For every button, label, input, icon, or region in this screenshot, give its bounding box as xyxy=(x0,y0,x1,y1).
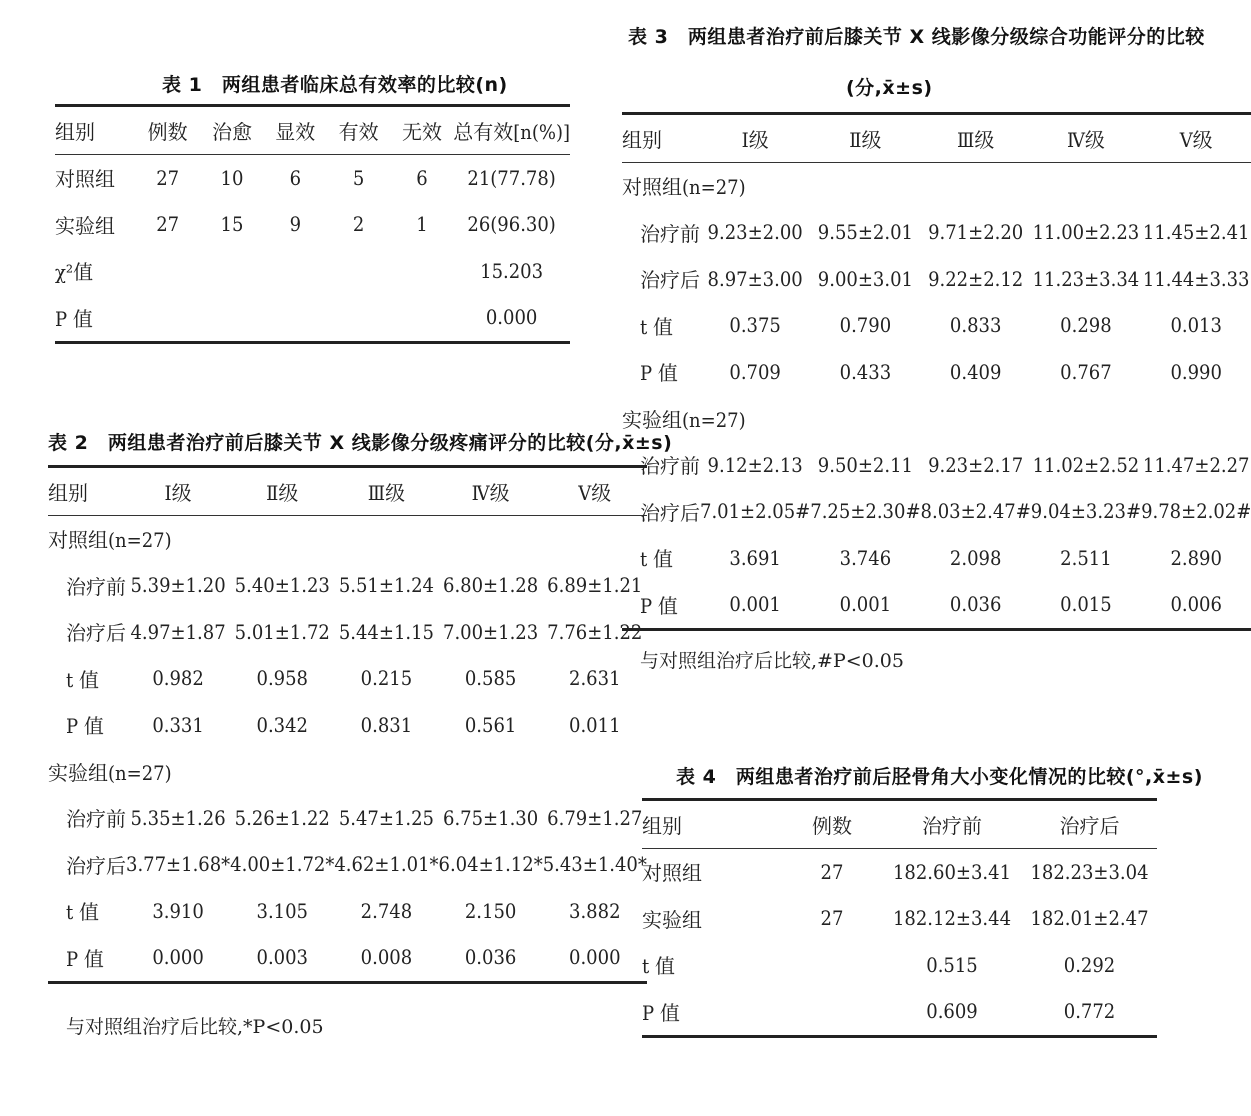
table-row xyxy=(48,888,647,935)
table-cell xyxy=(136,294,200,342)
table-cell: 6 xyxy=(416,165,428,190)
table1-caption: 表 1 两组患者临床总有效率的比较(n) xyxy=(162,74,508,96)
table-row xyxy=(48,562,647,609)
table-row xyxy=(55,154,570,201)
table-cell: 3.105 xyxy=(256,898,308,923)
table3-header: Ⅳ级 xyxy=(1031,114,1141,163)
table2-header: 组别 xyxy=(48,467,126,516)
table-cell: 4.00±1.72* xyxy=(230,852,335,877)
group-label: 对照组(n=27) xyxy=(622,175,746,200)
table2-header: Ⅲ级 xyxy=(334,467,438,516)
table-cell: 0.831 xyxy=(360,712,413,737)
table-row xyxy=(622,349,1251,396)
table-cell: 27 xyxy=(156,165,180,190)
table-cell: 0.409 xyxy=(949,359,1002,384)
table-row xyxy=(622,442,1251,489)
group-row xyxy=(622,395,1251,442)
table-cell: 5.01±1.72 xyxy=(234,619,330,644)
table-cell: 0.000 xyxy=(569,945,621,970)
table-cell: P 值 xyxy=(66,714,104,739)
table-cell xyxy=(264,248,326,295)
table-cell: 26(96.30) xyxy=(467,212,556,237)
table-cell: 5.26±1.22 xyxy=(234,805,330,830)
table-cell: 治疗后 xyxy=(66,621,126,646)
table-cell: 10 xyxy=(220,165,244,190)
table4-header: 组别 xyxy=(642,800,782,849)
table-cell: 2.150 xyxy=(464,898,517,923)
group-label: 对照组(n=27) xyxy=(48,528,172,553)
table-cell: P 值 xyxy=(642,1000,680,1025)
table-cell: 182.01±2.47 xyxy=(1030,906,1149,931)
table-cell: 0.036 xyxy=(464,945,517,970)
table2-header: Ⅱ级 xyxy=(230,467,334,516)
table4-header: 治疗前 xyxy=(882,800,1022,849)
table-cell: 6.79±1.27 xyxy=(547,805,643,830)
table-cell: 5.43±1.40* xyxy=(542,852,647,877)
table-cell: 9.23±2.17 xyxy=(928,452,1024,477)
table-cell: 0.990 xyxy=(1170,359,1222,384)
table-cell: 27 xyxy=(820,906,844,931)
table-cell: 0.790 xyxy=(839,313,892,338)
table-cell xyxy=(264,294,326,342)
group-label: 实验组(n=27) xyxy=(622,407,746,432)
table-cell: t 值 xyxy=(640,547,673,572)
table-cell: 5.47±1.25 xyxy=(338,805,435,830)
table-cell: 27 xyxy=(820,859,844,884)
table-cell: 0.000 xyxy=(485,305,538,330)
table4-header: 治疗后 xyxy=(1022,800,1157,849)
table-cell xyxy=(200,294,264,342)
table-cell: 治疗前 xyxy=(66,574,126,599)
table-cell: P 值 xyxy=(640,361,678,386)
table-cell: P 值 xyxy=(640,593,678,618)
table1-header: 总有效[n(%)] xyxy=(453,106,570,155)
table-row xyxy=(642,895,1157,942)
table-cell: 0.001 xyxy=(729,592,781,617)
table-cell: 0.958 xyxy=(256,666,308,691)
table-cell: 8.97±3.00 xyxy=(707,266,803,291)
table-row xyxy=(48,609,647,656)
table-cell: 3.746 xyxy=(839,545,892,570)
table-cell: 治疗后 xyxy=(640,500,700,525)
table-cell xyxy=(782,942,882,989)
table4-header: 例数 xyxy=(782,800,882,849)
table-cell: 1 xyxy=(416,212,428,237)
table2 xyxy=(48,465,647,984)
group-row xyxy=(48,748,647,795)
table-cell: 9.22±2.12 xyxy=(928,266,1024,291)
table-cell: 治疗前 xyxy=(66,807,126,832)
table1-header: 例数 xyxy=(136,106,200,155)
table-cell: 对照组 xyxy=(642,861,702,886)
table-cell: 0.772 xyxy=(1063,999,1116,1024)
table-cell: t 值 xyxy=(66,667,99,692)
table-cell: 6.04±1.12* xyxy=(438,852,543,877)
table-cell: 6 xyxy=(289,165,302,190)
table-cell: 3.691 xyxy=(729,545,781,570)
table-cell: 7.00±1.23 xyxy=(443,619,539,644)
table-row xyxy=(48,934,647,982)
table-cell: 5.51±1.24 xyxy=(338,573,435,598)
table-cell: 11.45±2.41 xyxy=(1142,220,1250,245)
table3-caption-line1: 表 3 两组患者治疗前后膝关节 X 线影像分级综合功能评分的比较 xyxy=(628,26,1205,48)
table1-header: 有效 xyxy=(327,106,391,155)
table-cell: 9.55±2.01 xyxy=(817,220,913,245)
table-cell xyxy=(327,248,391,295)
table-cell: 0.833 xyxy=(949,313,1002,338)
table-row xyxy=(48,655,647,702)
table-row xyxy=(622,209,1251,256)
table-cell: 11.02±2.52 xyxy=(1032,452,1140,477)
table-cell: 9.04±3.23# xyxy=(1030,499,1142,524)
table1-header: 无效 xyxy=(391,106,453,155)
table-cell xyxy=(200,248,264,295)
table-cell: 对照组 xyxy=(55,167,115,192)
table3-header: 组别 xyxy=(622,114,700,163)
table-row xyxy=(48,702,647,749)
table3-header: Ⅴ级 xyxy=(1141,114,1251,163)
table-cell: 0.036 xyxy=(949,592,1002,617)
table-cell: 4.62±1.01* xyxy=(334,852,439,877)
table-cell: 治疗后 xyxy=(640,268,700,293)
table-cell: 2.511 xyxy=(1060,545,1112,570)
table-cell: 11.44±3.33 xyxy=(1142,266,1250,291)
table2-header-row xyxy=(48,467,647,516)
table3-header: Ⅱ级 xyxy=(810,114,920,163)
table-cell: 治疗后 xyxy=(66,853,126,878)
table-cell: 0.006 xyxy=(1170,592,1222,617)
table-cell: 3.910 xyxy=(152,898,204,923)
table4-header-row xyxy=(642,800,1157,849)
table-cell: 治疗前 xyxy=(640,221,700,246)
table-cell: 5.44±1.15 xyxy=(338,619,435,644)
table-cell: 5 xyxy=(352,165,365,190)
table-cell: 21(77.78) xyxy=(467,165,556,190)
table-cell: 0.011 xyxy=(569,712,621,737)
table-cell: 0.000 xyxy=(152,945,204,970)
group-row xyxy=(622,162,1251,209)
table-cell: P 值 xyxy=(55,306,93,331)
table-cell: 6.89±1.21 xyxy=(547,573,643,598)
table-cell: 11.47±2.27 xyxy=(1142,452,1250,477)
table-cell: 9.23±2.00 xyxy=(707,220,803,245)
table-cell: 0.342 xyxy=(256,712,308,737)
table-cell: 0.003 xyxy=(256,945,308,970)
table-row xyxy=(48,841,647,888)
table3-header: Ⅲ级 xyxy=(921,114,1031,163)
table-cell: 实验组 xyxy=(55,213,115,238)
table-cell xyxy=(136,248,200,295)
group-label: 实验组(n=27) xyxy=(48,760,172,785)
table-cell: 治疗前 xyxy=(640,454,700,479)
table-row xyxy=(642,848,1157,895)
table-cell: 8.03±2.47# xyxy=(920,499,1031,524)
table4-caption: 表 4 两组患者治疗前后胫骨角大小变化情况的比较(°,x̄±s) xyxy=(676,766,1203,788)
table-cell: 0.331 xyxy=(152,712,204,737)
table1-header-row xyxy=(55,106,570,155)
table-cell: 15 xyxy=(220,212,244,237)
table-cell: 7.25±2.30# xyxy=(810,499,921,524)
table-cell: 5.40±1.23 xyxy=(234,573,330,598)
table-cell: P 值 xyxy=(66,946,104,971)
table-cell: 11.23±3.34 xyxy=(1032,266,1140,291)
table2-header: Ⅳ级 xyxy=(439,467,543,516)
table-cell: 0.561 xyxy=(464,712,517,737)
table-cell: 9.78±2.02# xyxy=(1141,499,1251,524)
table-cell: 0.375 xyxy=(729,313,781,338)
table-cell xyxy=(782,988,882,1036)
table2-header: Ⅴ级 xyxy=(543,467,647,516)
table1-header: 治愈 xyxy=(200,106,264,155)
table1 xyxy=(55,104,570,344)
table-cell: 9.50±2.11 xyxy=(817,452,913,477)
table-cell xyxy=(391,248,453,295)
table-cell: 0.001 xyxy=(839,592,892,617)
table-row xyxy=(55,248,570,295)
table-cell: 9.12±2.13 xyxy=(707,452,803,477)
table-cell: 182.23±3.04 xyxy=(1030,859,1149,884)
table-cell: 0.298 xyxy=(1060,313,1112,338)
table-cell: 0.008 xyxy=(360,945,413,970)
table-cell: 2.631 xyxy=(569,666,621,691)
table-cell: 182.60±3.41 xyxy=(892,859,1012,884)
table-row xyxy=(622,302,1251,349)
table-cell: 7.01±2.05# xyxy=(700,499,811,524)
table-cell: 4.97±1.87 xyxy=(130,619,226,644)
table2-footnote: 与对照组治疗后比较,*P<0.05 xyxy=(66,1016,324,1038)
table3-header-row xyxy=(622,114,1251,163)
table-cell: 6.75±1.30 xyxy=(443,805,539,830)
table-cell: 0.013 xyxy=(1170,313,1222,338)
table-cell: 9.71±2.20 xyxy=(928,220,1024,245)
table-cell: 0.215 xyxy=(360,666,413,691)
table-cell: 2.098 xyxy=(949,545,1002,570)
table-cell: 0.767 xyxy=(1060,359,1112,384)
table3-footnote: 与对照组治疗后比较,#P<0.05 xyxy=(640,650,904,672)
table2-header: Ⅰ级 xyxy=(126,467,230,516)
table-cell xyxy=(327,294,391,342)
table-cell: 27 xyxy=(156,212,180,237)
table-cell: 0.585 xyxy=(464,666,517,691)
table-row xyxy=(55,294,570,342)
table-cell: t 值 xyxy=(66,900,99,925)
table-row xyxy=(55,201,570,248)
table-cell: 3.882 xyxy=(569,898,621,923)
table-cell: 5.35±1.26 xyxy=(130,805,226,830)
table-row xyxy=(48,795,647,842)
table-cell xyxy=(391,294,453,342)
table-cell: 5.39±1.20 xyxy=(130,573,226,598)
table-cell: 0.015 xyxy=(1060,592,1112,617)
table-cell: 0.292 xyxy=(1063,952,1116,977)
table-cell: 15.203 xyxy=(480,258,544,283)
table-cell: 0.433 xyxy=(839,359,892,384)
table-row xyxy=(642,942,1157,989)
table-cell: 2.890 xyxy=(1170,545,1222,570)
table-row xyxy=(622,535,1251,582)
table-cell: 182.12±3.44 xyxy=(892,906,1012,931)
table-cell: 0.982 xyxy=(152,666,204,691)
table-cell: 实验组 xyxy=(642,907,702,932)
table2-caption: 表 2 两组患者治疗前后膝关节 X 线影像分级疼痛评分的比较(分,x̄±s) xyxy=(48,432,673,454)
table3-header: Ⅰ级 xyxy=(700,114,810,163)
table-row xyxy=(622,581,1251,629)
table1-header: 组别 xyxy=(55,106,136,155)
table-cell: 7.76±1.22 xyxy=(547,619,643,644)
table-cell: 0.515 xyxy=(926,952,978,977)
table-cell: 3.77±1.68* xyxy=(126,852,231,877)
table-cell: t 值 xyxy=(642,954,675,979)
table-cell: 11.00±2.23 xyxy=(1032,220,1140,245)
group-row xyxy=(48,515,647,562)
table-row xyxy=(622,488,1251,535)
table1-header: 显效 xyxy=(264,106,326,155)
table-cell: 2 xyxy=(352,212,365,237)
table4 xyxy=(642,798,1157,1038)
table-cell: 0.609 xyxy=(926,999,978,1024)
table-row xyxy=(642,988,1157,1036)
table-row xyxy=(622,256,1251,303)
table-cell: 9.00±3.01 xyxy=(817,266,913,291)
table3 xyxy=(622,112,1251,631)
table-cell: t 值 xyxy=(640,314,673,339)
table-cell: 0.709 xyxy=(729,359,781,384)
table-cell: 2.748 xyxy=(360,898,413,923)
table3-caption-line2: (分,x̄±s) xyxy=(846,77,933,99)
table-cell: 9 xyxy=(289,212,302,237)
table-cell: χ²值 xyxy=(55,260,94,285)
table-cell: 6.80±1.28 xyxy=(443,573,539,598)
